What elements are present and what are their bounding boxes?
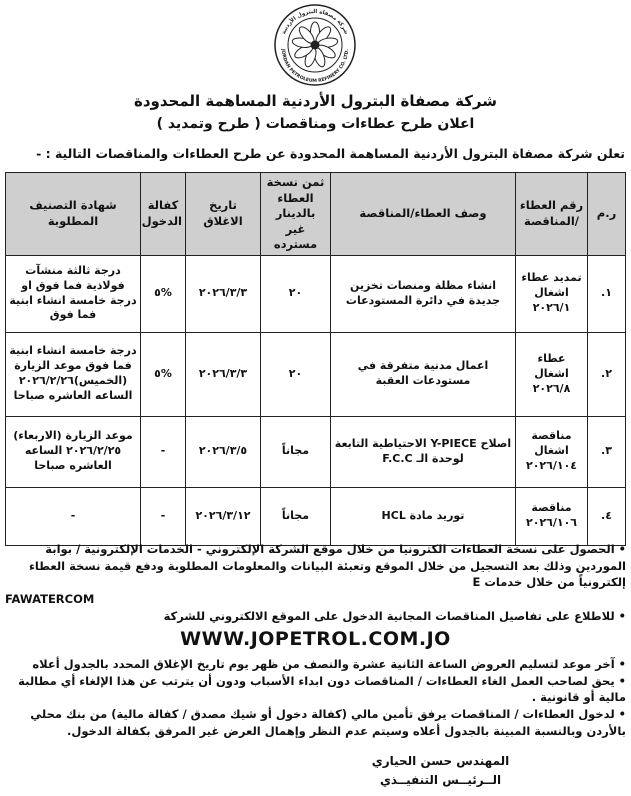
cell-description: توريد مادة HCL <box>331 487 516 545</box>
cell-description: اعمال مدنية متفرقة في مستودعات العقبة <box>331 332 516 416</box>
cell-description: انشاء مظلة ومنصات تخزين جديدة في دائرة المستودعات <box>331 255 516 332</box>
cell-classification: درجة ثالثة منشآت فولاذية فما فوق او درجة خامسة انشاء ابنية فما فوق <box>6 255 141 332</box>
col-header-copy-price: ثمن نسخة العطاء بالدينار غير مسترده <box>261 173 331 256</box>
cell-copy-price: مجاناً <box>261 416 331 487</box>
note-free-tenders: • للاطلاع على تفاصيل المناقصات المجانية الدخول على الموقع الالكتروني للشركة <box>163 608 626 623</box>
cell-description: اصلاح Y-PIECE الاحتياطية التابعة لوحدة الـ F.C.C <box>331 416 516 487</box>
cell-index: ٢. <box>588 332 626 416</box>
logo-english-text: JORDAN PETROLEUM REFINERY CO. LTD. <box>279 48 351 85</box>
note-deadline: • آخر موعد لتسليم العروض الساعة الثانية عشرة والنصف من ظهر يوم تاريخ الإغلاق المحدد بالجدول أعلاه <box>32 656 626 671</box>
announcement-subtitle: اعلان طرح عطاءات ومناقصات ( طرح وتمديد ) <box>156 116 475 132</box>
cell-bid-bond: - <box>141 416 186 487</box>
note-cancellation: • يحق لصاحب العمل الغاء العطاءات / المناقصات دون ابداء الأسباب ودون أن يترتب عن هذا الإلغاء أي مطالبة مالية أو قانونية . <box>18 673 626 705</box>
cell-copy-price: ٢٠ <box>261 332 331 416</box>
col-header-tender-number: رقم العطاء /المناقصة <box>516 173 588 256</box>
signatory-title: الــرئيــس التنفيــذي <box>379 773 502 788</box>
cell-bid-bond: %٥ <box>141 255 186 332</box>
cell-index: ١. <box>588 255 626 332</box>
intro-text: تعلن شركة مصفاة البترول الأردنية المساهمة المحدودة عن طرح العطاءات والمناقصات التالية : - <box>36 146 625 161</box>
cell-closing-date: ٢٠٢٦/٣/٣ <box>186 255 261 332</box>
table-row <box>6 487 626 545</box>
cell-index: ٣. <box>588 416 626 487</box>
company-logo <box>273 3 357 87</box>
logo-arabic-text: شركة مصفاة البترول الأردنية <box>281 8 350 36</box>
tenders-table <box>5 172 626 546</box>
cell-index: ٤. <box>588 487 626 545</box>
signatory-name: المهندس حسن الحياري <box>371 754 510 768</box>
notes-section <box>5 541 626 739</box>
col-header-bid-bond: كفالة الدخول <box>141 173 186 256</box>
cell-copy-price: ٢٠ <box>261 255 331 332</box>
col-header-description: وصف العطاء/المناقصة <box>331 173 516 256</box>
website-link[interactable]: WWW.JOPETROL.COM.JO <box>180 628 451 651</box>
cell-bid-bond: - <box>141 487 186 545</box>
col-header-index: ر.م <box>588 173 626 256</box>
cell-closing-date: ٢٠٢٦/٣/١٢ <box>186 487 261 545</box>
table-row <box>6 416 626 487</box>
cell-tender-number: عطاء اشغال ٢٠٢٦/٨ <box>516 332 588 416</box>
cell-classification: درجة خامسة انشاء ابنية فما فوق موعد الزيارة (الخميس)٢٠٢٦/٢/٢٦ الساعه العاشره صباحا <box>6 332 141 416</box>
flower-icon <box>292 22 339 68</box>
signature-block <box>0 752 631 790</box>
table-row <box>6 332 626 416</box>
company-title: شركة مصفاة البترول الأردنية المساهمة المحدودة <box>133 92 497 110</box>
cell-tender-number: مناقصة اشغال ٢٠٢٦/١٠٤ <box>516 416 588 487</box>
note-fawatercom: FAWATERCOM <box>5 592 95 607</box>
table-header-row <box>6 173 626 256</box>
note-access-tenders: • الحصول على نسخة العطاءات الكترونيا من خلال موقع الشركة الإلكتروني - الخدمات الإلكترونية / بوابة الموردين وذلك بعد التسجيل من خلال الموقع وتعبئة البيانات والمعلومات المطلوبة ودفع قيمة نسخة العطاء إلكترونياً من خلال خدمات E <box>28 542 626 590</box>
table-row <box>6 255 626 332</box>
col-header-classification: شهادة التصنيف المطلوبة <box>6 173 141 256</box>
cell-tender-number: مناقصة ٢٠٢٦/١٠٦ <box>516 487 588 545</box>
cell-classification: موعد الزيارة (الاربعاء) ٢٠٢٦/٢/٢٥ الساعه العاشره صباحا <box>6 416 141 487</box>
note-bid-bond: • لدخول العطاءات / المناقصات يرفق تأمين مالي (كفالة دخول أو شيك مصدق / كفالة مالية) من بنك محلي بالأردن وبالنسبة المبينة بالجدول أعلاه وسيتم عدم النظر وإهمال العرض غير المرفق بكفالة الدخول. <box>30 706 626 738</box>
col-header-closing-date: تاريخ الاغلاق <box>186 173 261 256</box>
cell-copy-price: مجاناً <box>261 487 331 545</box>
cell-closing-date: ٢٠٢٦/٣/٥ <box>186 416 261 487</box>
cell-bid-bond: %٥ <box>141 332 186 416</box>
cell-classification: - <box>6 487 141 545</box>
cell-tender-number: تمديد عطاء اشغال ٢٠٢٦/١ <box>516 255 588 332</box>
cell-closing-date: ٢٠٢٦/٣/٣ <box>186 332 261 416</box>
